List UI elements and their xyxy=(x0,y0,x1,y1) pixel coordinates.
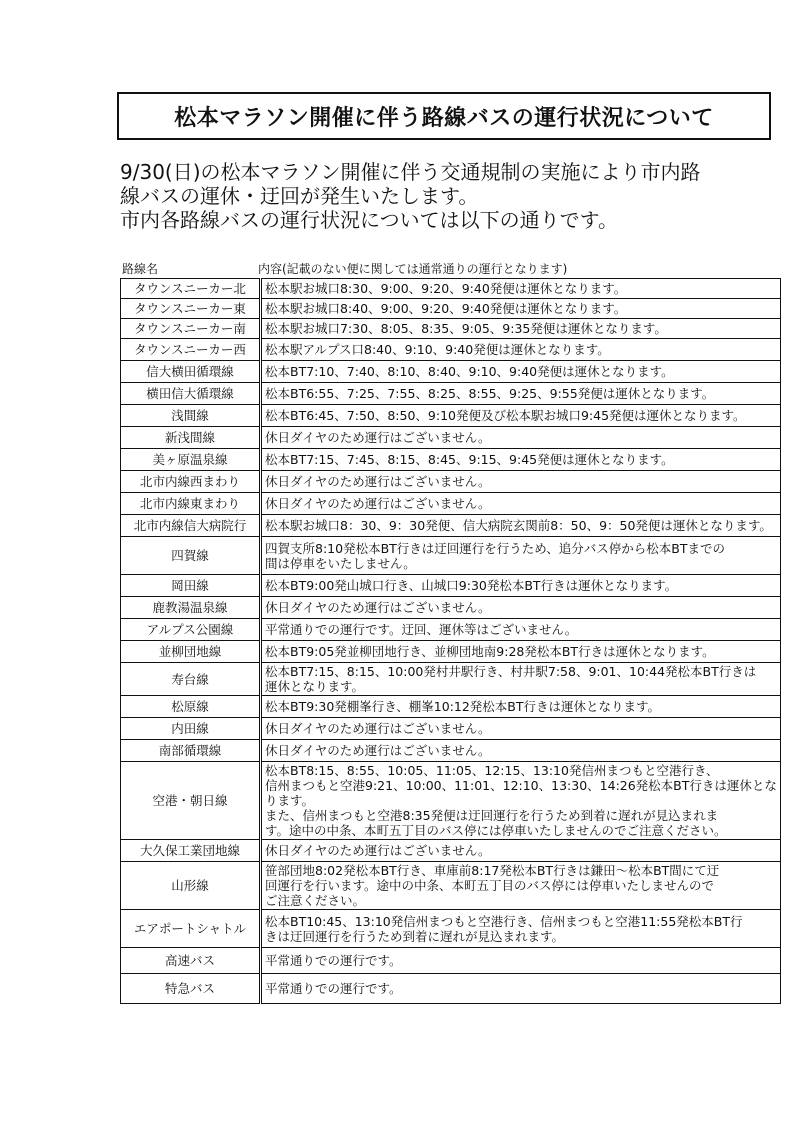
route-name: タウンスニーカー南 xyxy=(121,319,261,339)
route-status-line: ります。 xyxy=(265,793,315,808)
route-status-line: 休日ダイヤのため運行はございません。 xyxy=(265,721,491,736)
route-status-line: 間は停車をいたしません。 xyxy=(265,555,416,571)
table-row xyxy=(121,537,781,575)
route-status xyxy=(261,493,781,515)
table-row xyxy=(121,619,781,641)
route-status-line: 休日ダイヤのため運行はございません。 xyxy=(265,600,491,615)
route-status-table-body xyxy=(121,279,781,1004)
content-column-header: 内容(記載のない便に関しては通常通りの運行となります) xyxy=(258,262,568,276)
route-status-line: 信州まつもと空港9:21、10:00、11:01、12:10、13:30、14:26発松本BT行きは運休とな xyxy=(265,778,777,793)
route-status-line: 平常通りでの運行です。迂回、運休等はございません。 xyxy=(265,622,578,637)
route-status-line: 松本BT7:10、7:40、8:10、8:40、9:10、9:40発便は運休となります。 xyxy=(265,364,674,379)
route-status-line: 松本駅お城口7:30、8:05、8:35、9:05、9:35発便は運休となります。 xyxy=(265,321,667,336)
route-name: 特急バス xyxy=(121,974,261,1004)
route-status-line: 松本駅お城口8:40、9:00、9:20、9:40発便は運休となります。 xyxy=(265,301,627,316)
table-row xyxy=(121,974,781,1004)
table-row xyxy=(121,383,781,405)
route-status xyxy=(261,471,781,493)
route-status-line: 回運行を行います。途中の中条、本町五丁目のバス停には停車いたしませんので xyxy=(265,878,715,893)
route-status xyxy=(261,663,781,696)
route-status-line: 松本駅お城口8：30、9：30発便、信大病院玄関前8：50、9：50発便は運休となります。 xyxy=(265,518,772,533)
route-status-line: 松本BT9:05発並柳団地行き、並柳団地南9:28発松本BT行きは運休となります。 xyxy=(265,644,715,659)
intro-line: 線バスの運休・迂回が発生いたします。 xyxy=(120,184,479,208)
route-status xyxy=(261,427,781,449)
route-status-line: 松本BT6:45、7:50、8:50、9:10発便及び松本駅お城口9:45発便は運休となります。 xyxy=(265,408,746,423)
route-name: 寿台線 xyxy=(121,663,261,696)
route-name: タウンスニーカー東 xyxy=(121,299,261,319)
route-status-line: 笹部団地8:02発松本BT行き、車庫前8:17発松本BT行きは鎌田～松本BT間にて迂 xyxy=(265,863,720,878)
route-name: 南部循環線 xyxy=(121,740,261,762)
route-status xyxy=(261,948,781,974)
route-status-line: 松本BT10:45、13:10発信州まつもと空港行き、信州まつもと空港11:55発松本BT行 xyxy=(265,913,743,929)
route-status xyxy=(261,537,781,575)
route-name: タウンスニーカー北 xyxy=(121,279,261,299)
route-status xyxy=(261,299,781,319)
route-name: タウンスニーカー西 xyxy=(121,339,261,361)
route-status xyxy=(261,361,781,383)
route-name: 横田信大循環線 xyxy=(121,383,261,405)
route-status xyxy=(261,740,781,762)
route-name: 大久保工業団地線 xyxy=(121,840,261,862)
page-title: 松本マラソン開催に伴う路線バスの運行状況について xyxy=(117,92,771,140)
table-row xyxy=(121,862,781,910)
route-status-line: 松本BT9:30発棚峯行き、棚峯10:12発松本BT行きは運休となります。 xyxy=(265,699,661,714)
route-status xyxy=(261,619,781,641)
table-row xyxy=(121,449,781,471)
table-row xyxy=(121,515,781,537)
route-name: 並柳団地線 xyxy=(121,641,261,663)
route-status xyxy=(261,910,781,948)
route-status xyxy=(261,974,781,1004)
route-name: エアポートシャトル xyxy=(121,910,261,948)
table-row xyxy=(121,663,781,696)
route-name: 山形線 xyxy=(121,862,261,910)
table-row xyxy=(121,641,781,663)
route-status-line: また、信州まつもと空港8:35発便は迂回運行を行うため到着に遅れが見込まれま xyxy=(265,808,719,823)
intro-line: 市内各路線バスの運行状況については以下の通りです。 xyxy=(120,208,618,232)
route-name: 高速バス xyxy=(121,948,261,974)
route-status xyxy=(261,762,781,840)
route-status-line: 松本BT8:15、8:55、10:05、11:05、12:15、13:10発信州まつもと空港行き、 xyxy=(265,763,719,778)
route-name: 北市内線信大病院行 xyxy=(121,515,261,537)
route-status xyxy=(261,575,781,597)
route-status xyxy=(261,840,781,862)
route-status xyxy=(261,597,781,619)
table-row xyxy=(121,427,781,449)
route-name: 四賀線 xyxy=(121,537,261,575)
route-status-line: きは迂回運行を行うため到着に遅れが見込まれます。 xyxy=(265,928,565,944)
route-status-line: 運休となります。 xyxy=(265,679,365,694)
route-status-line: 休日ダイヤのため運行はございません。 xyxy=(265,843,491,858)
intro-text xyxy=(120,160,780,232)
route-name: 松原線 xyxy=(121,696,261,718)
table-row xyxy=(121,339,781,361)
route-name: 北市内線東まわり xyxy=(121,493,261,515)
route-status-line: 松本駅お城口8:30、9:00、9:20、9:40発便は運休となります。 xyxy=(265,281,627,296)
route-status-line: す。途中の中条、本町五丁目のバス停には停車いたしませんのでご注意ください。 xyxy=(265,823,727,838)
table-row xyxy=(121,718,781,740)
route-status-line: 松本BT9:00発山城口行き、山城口9:30発松本BT行きは運休となります。 xyxy=(265,578,678,593)
table-row xyxy=(121,762,781,840)
table-row xyxy=(121,910,781,948)
route-name: 新浅間線 xyxy=(121,427,261,449)
route-name: 岡田線 xyxy=(121,575,261,597)
route-status-line: 松本駅アルプス口8:40、9:10、9:40発便は運休となります。 xyxy=(265,342,610,357)
table-row xyxy=(121,575,781,597)
route-status-line: ご注意ください。 xyxy=(265,893,366,908)
route-status xyxy=(261,515,781,537)
route-status-line: 松本BT7:15、7:45、8:15、8:45、9:15、9:45発便は運休となります。 xyxy=(265,452,674,467)
route-status-line: 休日ダイヤのため運行はございません。 xyxy=(265,430,491,445)
route-status xyxy=(261,405,781,427)
route-status xyxy=(261,449,781,471)
table-row xyxy=(121,405,781,427)
route-status-line: 休日ダイヤのため運行はございません。 xyxy=(265,496,491,511)
table-header xyxy=(120,260,780,278)
route-status xyxy=(261,641,781,663)
route-status xyxy=(261,339,781,361)
table-row xyxy=(121,740,781,762)
table-row xyxy=(121,948,781,974)
route-status-line: 松本BT6:55、7:25、7:55、8:25、8:55、9:25、9:55発便は運休となります。 xyxy=(265,386,715,401)
route-status xyxy=(261,383,781,405)
route-status xyxy=(261,319,781,339)
table-row xyxy=(121,319,781,339)
table-row xyxy=(121,361,781,383)
route-status-line: 松本BT7:15、8:15、10:00発村井駅行き、村井駅7:58、9:01、10:44発松本BT行きは xyxy=(265,664,757,679)
table-row xyxy=(121,493,781,515)
route-name: 内田線 xyxy=(121,718,261,740)
route-column-header: 路線名 xyxy=(122,262,159,276)
route-status-line: 四賀支所8:10発松本BT行きは迂回運行を行うため、追分バス停から松本BTまでの xyxy=(265,540,725,556)
route-status-line: 休日ダイヤのため運行はございません。 xyxy=(265,474,491,489)
table-row xyxy=(121,840,781,862)
route-status xyxy=(261,696,781,718)
route-name: 浅間線 xyxy=(121,405,261,427)
route-status xyxy=(261,862,781,910)
intro-line: 9/30(日)の松本マラソン開催に伴う交通規制の実施により市内路 xyxy=(120,160,701,184)
table-row xyxy=(121,696,781,718)
table-row xyxy=(121,597,781,619)
route-status xyxy=(261,718,781,740)
route-name: 信大横田循環線 xyxy=(121,361,261,383)
route-status-table xyxy=(120,278,781,1004)
table-row xyxy=(121,279,781,299)
route-name: 鹿教湯温泉線 xyxy=(121,597,261,619)
route-name: 美ヶ原温泉線 xyxy=(121,449,261,471)
route-status-line: 休日ダイヤのため運行はございません。 xyxy=(265,743,491,758)
route-status-line: 平常通りでの運行です。 xyxy=(265,953,402,968)
route-name: 空港・朝日線 xyxy=(121,762,261,840)
route-status-line: 平常通りでの運行です。 xyxy=(265,981,402,996)
route-status xyxy=(261,279,781,299)
table-row xyxy=(121,299,781,319)
table-row xyxy=(121,471,781,493)
route-name: 北市内線西まわり xyxy=(121,471,261,493)
route-name: アルプス公園線 xyxy=(121,619,261,641)
